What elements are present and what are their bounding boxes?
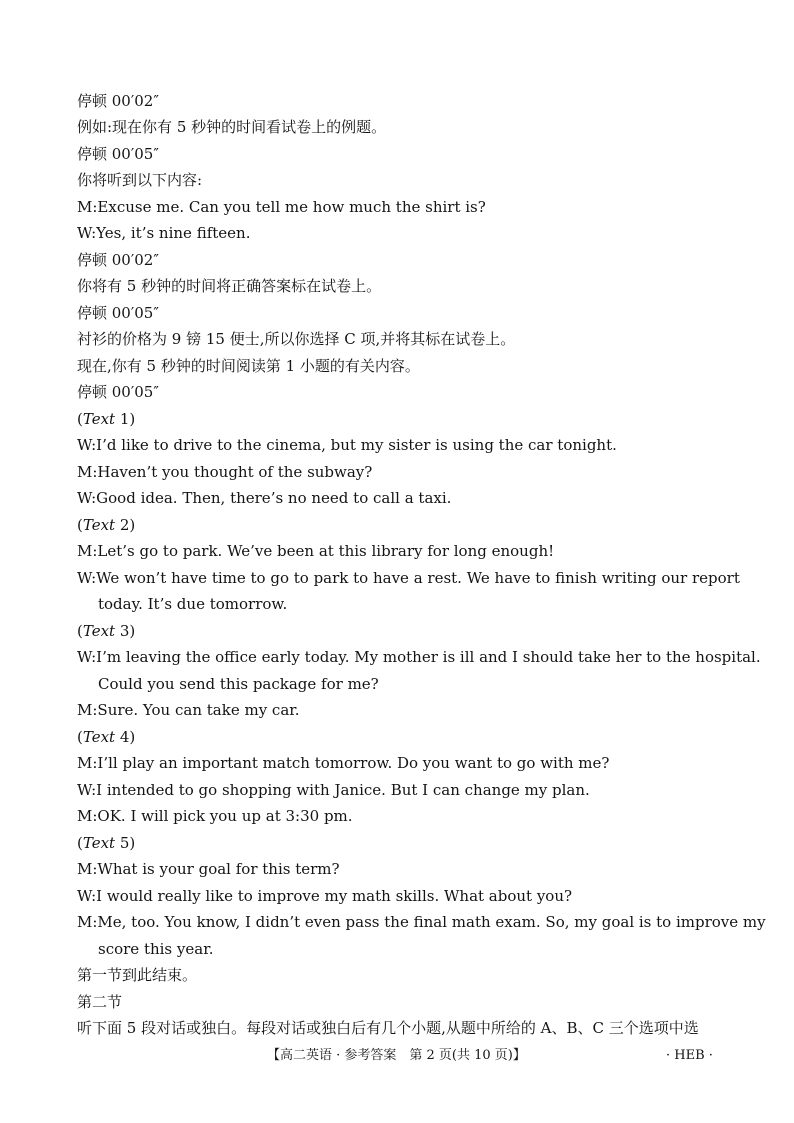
dialogue-line: M:Me, too. You know, I didn’t even pass the final math exam. So, my goal is to improve my xyxy=(77,913,766,931)
pause-line: 停顿 00′05″ xyxy=(77,304,159,322)
dialogue-line: M:OK. I will pick you up at 3:30 pm. xyxy=(77,807,353,825)
instruction-line: 你将有 5 秒钟的时间将正确答案标在试卷上。 xyxy=(77,277,382,295)
text-heading: (Text 4) xyxy=(77,728,136,746)
footer-page-info: 【高二英语 · 参考答案 第 2 页(共 10 页)】 xyxy=(267,1048,526,1063)
dialogue-line: W:Yes, it’s nine fifteen. xyxy=(77,224,251,242)
section-heading: 第二节 xyxy=(77,993,123,1011)
text-heading: (Text 3) xyxy=(77,622,136,640)
example-instruction: 例如:现在你有 5 秒钟的时间看试卷上的例题。 xyxy=(77,118,387,136)
dialogue-line: W:We won’t have time to go to park to have a rest. We have to finish writing our report xyxy=(77,569,740,587)
instruction-line: 听下面 5 段对话或独白。每段对话或独白后有几个小题,从题中所给的 A、B、C 三个选项中选 xyxy=(77,1019,699,1037)
dialogue-line: M:Sure. You can take my car. xyxy=(77,701,300,719)
dialogue-continuation: score this year. xyxy=(98,940,214,958)
instruction-line: 衬衫的价格为 9 镑 15 便士,所以你选择 C 项,并将其标在试卷上。 xyxy=(77,330,516,348)
dialogue-line: W:I’m leaving the office early today. My mother is ill and I should take her to the hospital. xyxy=(77,648,761,666)
dialogue-line: W:I would really like to improve my math skills. What about you? xyxy=(77,887,573,905)
pause-line: 停顿 00′05″ xyxy=(77,383,159,401)
dialogue-line: M:What is your goal for this term? xyxy=(77,860,340,878)
pause-line: 停顿 00′02″ xyxy=(77,92,159,110)
dialogue-line: M:Let’s go to park. We’ve been at this library for long enough! xyxy=(77,542,555,560)
section-end-line: 第一节到此结束。 xyxy=(77,966,198,984)
instruction-line: 现在,你有 5 秒钟的时间阅读第 1 小题的有关内容。 xyxy=(77,357,420,375)
dialogue-line: M:I’ll play an important match tomorrow. Do you want to go with me? xyxy=(77,754,610,772)
footer-code: · HEB · xyxy=(666,1048,713,1063)
pause-line: 停顿 00′02″ xyxy=(77,251,159,269)
text-heading: (Text 5) xyxy=(77,834,136,852)
dialogue-line: W:I intended to go shopping with Janice. But I can change my plan. xyxy=(77,781,590,799)
dialogue-continuation: today. It’s due tomorrow. xyxy=(98,595,288,613)
dialogue-line: W:Good idea. Then, there’s no need to call a taxi. xyxy=(77,489,452,507)
instruction-line: 你将听到以下内容: xyxy=(77,171,203,189)
dialogue-line: M:Haven’t you thought of the subway? xyxy=(77,463,373,481)
text-heading: (Text 1) xyxy=(77,410,136,428)
dialogue-line: W:I’d like to drive to the cinema, but my sister is using the car tonight. xyxy=(77,436,617,454)
dialogue-line: M:Excuse me. Can you tell me how much the shirt is? xyxy=(77,198,486,216)
pause-line: 停顿 00′05″ xyxy=(77,145,159,163)
text-heading: (Text 2) xyxy=(77,516,136,534)
dialogue-continuation: Could you send this package for me? xyxy=(98,675,379,693)
